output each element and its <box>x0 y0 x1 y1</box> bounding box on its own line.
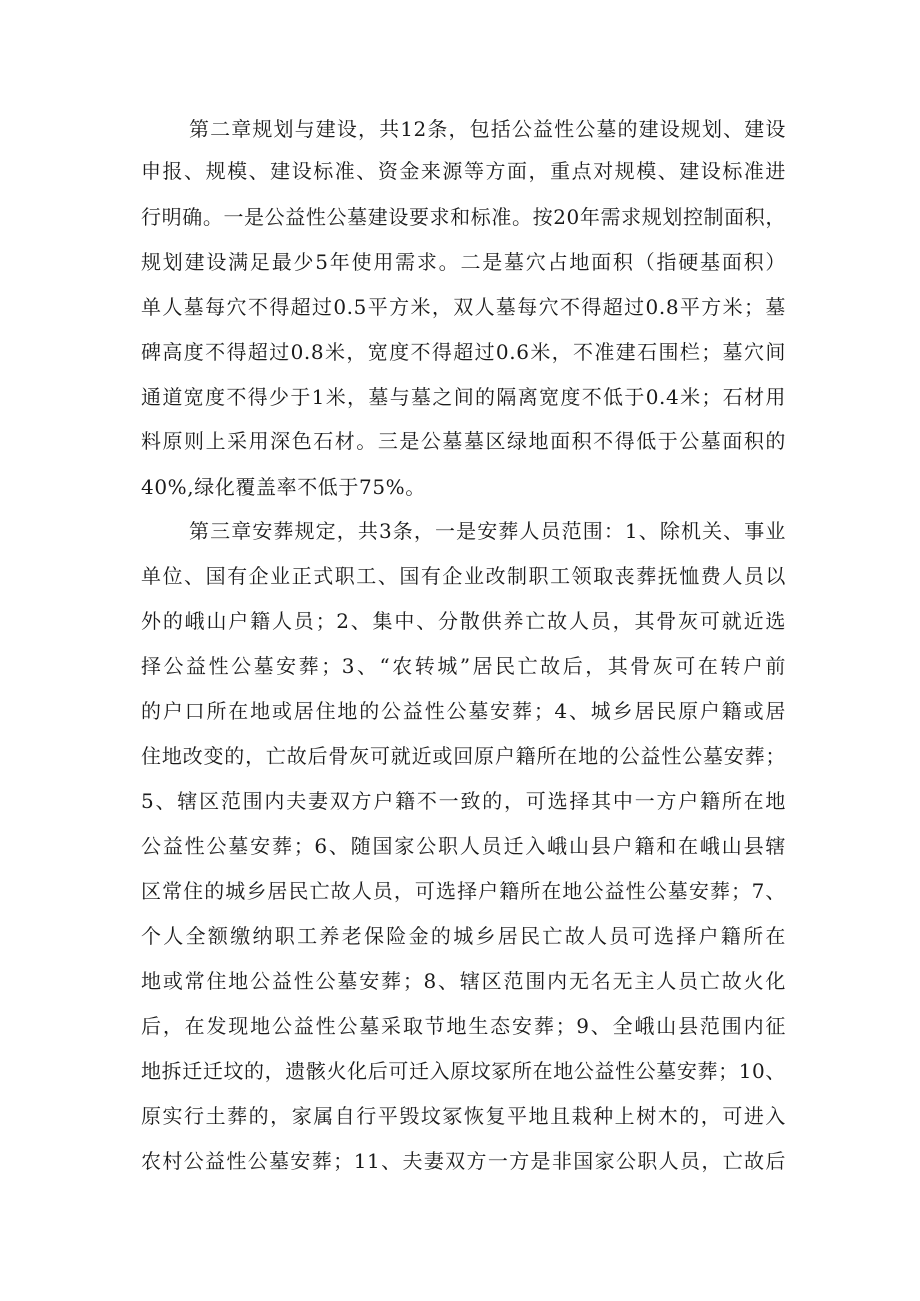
text-line: 申报、规模、建设标准、资金来源等方面，重点对规模、建设标准进 <box>141 159 786 183</box>
text-line: 第二章规划与建设，共12条，包括公益性公墓的建设规划、建设 <box>189 117 786 141</box>
text-line: 单人墓每穴不得超过0.5平方米，双人墓每穴不得超过0.8平方米；墓 <box>141 295 786 319</box>
text-line: 通道宽度不得少于1米，墓与墓之间的隔离宽度不低于0.4米；石材用 <box>141 385 786 409</box>
text-line: 5、辖区范围内夫妻双方户籍不一致的，可选择其中一方户籍所在地 <box>141 789 786 813</box>
text-line: 地拆迁迁坟的，遗骸火化后可迁入原坟冢所在地公益性公墓安葬；10、 <box>141 1059 786 1083</box>
text-line: 行明确。一是公益性公墓建设要求和标准。按20年需求规划控制面积， <box>141 205 786 229</box>
text-line: 后，在发现地公益性公墓采取节地生态安葬；9、全峨山县范围内征 <box>141 1014 786 1038</box>
text-line: 住地改变的，亡故后骨灰可就近或回原户籍所在地的公益性公墓安葬； <box>141 744 786 768</box>
text-line: 原实行土葬的，家属自行平毁坟冢恢复平地且栽种上树木的，可进入 <box>141 1104 786 1128</box>
text-line: 第三章安葬规定，共3条，一是安葬人员范围：1、除机关、事业 <box>189 519 786 543</box>
text-line: 公益性公墓安葬；6、随国家公职人员迁入峨山县户籍和在峨山县辖 <box>141 834 786 858</box>
text-line: 外的峨山户籍人员；2、集中、分散供养亡故人员，其骨灰可就近选 <box>141 609 786 633</box>
text-line: 个人全额缴纳职工养老保险金的城乡居民亡故人员可选择户籍所在 <box>141 924 786 948</box>
text-line: 择公益性公墓安葬；3、“农转城”居民亡故后，其骨灰可在转户前 <box>141 654 786 678</box>
text-line: 规划建设满足最少5年使用需求。二是墓穴占地面积（指硬基面积） <box>141 250 786 274</box>
text-line: 区常住的城乡居民亡故人员，可选择户籍所在地公益性公墓安葬；7、 <box>141 879 786 903</box>
text-line: 的户口所在地或居住地的公益性公墓安葬；4、城乡居民原户籍或居 <box>141 699 786 723</box>
text-line: 单位、国有企业正式职工、国有企业改制职工领取丧葬抚恤费人员以 <box>141 564 786 588</box>
text-line: 农村公益性公墓安葬；11、夫妻双方一方是非国家公职人员，亡故后 <box>141 1149 786 1173</box>
text-line: 地或常住地公益性公墓安葬；8、辖区范围内无名无主人员亡故火化 <box>141 969 786 993</box>
text-line: 料原则上采用深色石材。三是公墓墓区绿地面积不得低于公墓面积的 <box>141 429 786 453</box>
text-line: 碑高度不得超过0.8米，宽度不得超过0.6米，不准建石围栏；墓穴间 <box>141 340 786 364</box>
text-line: 40%,绿化覆盖率不低于75%。 <box>141 475 426 499</box>
